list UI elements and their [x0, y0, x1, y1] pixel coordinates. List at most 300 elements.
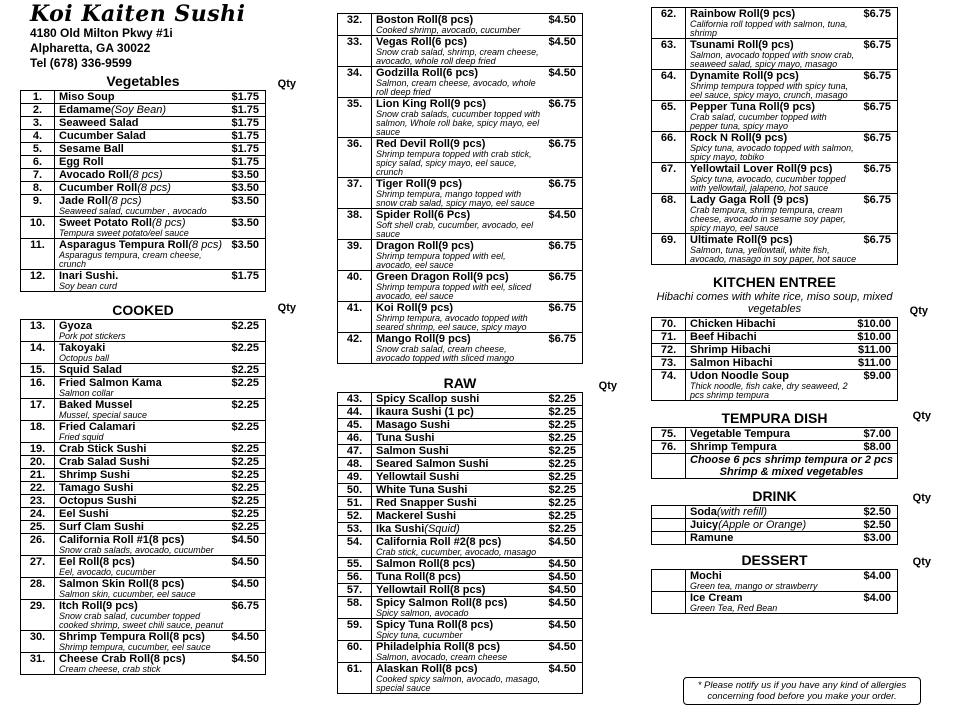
item-name: Ika Sushi	[376, 523, 425, 535]
item-price: $2.25	[231, 482, 259, 494]
item-cell	[372, 523, 583, 536]
item-cell	[686, 441, 898, 454]
menu-item-row	[652, 506, 898, 519]
item-description: Tempura sweet potato/eel sauce	[59, 228, 189, 238]
item-price: $2.25	[548, 523, 576, 535]
item-name: Boston Roll(8 pcs)	[376, 14, 474, 26]
menu-item-row	[21, 421, 266, 443]
item-cell	[372, 67, 583, 98]
menu-item-row	[21, 399, 266, 421]
item-price: $10.00	[857, 331, 891, 343]
item-cell	[55, 443, 266, 456]
item-price: $4.00	[863, 570, 891, 582]
allergy-notice: * Please notify us if you have any kind of allergies concerning food before you make your order.	[683, 677, 921, 705]
item-number: 72.	[652, 344, 686, 357]
item-price: $4.50	[548, 663, 576, 675]
drink-table	[651, 505, 898, 545]
item-name: Salmon Sushi	[376, 445, 449, 457]
item-cell	[686, 370, 898, 401]
item-cell	[372, 98, 583, 138]
item-number: 33.	[338, 36, 372, 67]
item-description: Shrimp tempura topped with eel, avocado, eel sauce	[376, 251, 506, 270]
item-price: $8.00	[863, 441, 891, 453]
item-price: $1.75	[231, 91, 259, 103]
item-number: 66.	[652, 132, 686, 163]
item-name: Juicy	[690, 519, 719, 531]
item-cell	[55, 364, 266, 377]
item-cell	[372, 445, 583, 458]
item-cell	[686, 234, 898, 265]
item-name: Lion King Roll(9 pcs)	[376, 98, 486, 110]
item-price: $6.75	[863, 132, 891, 144]
item-cell	[372, 432, 583, 445]
item-number: 15.	[21, 364, 55, 377]
menu-item-row	[338, 497, 583, 510]
menu-item-row	[21, 469, 266, 482]
item-description: Crab salad, cucumber topped with pepper tuna, spicy mayo	[690, 112, 827, 131]
menu-item-row	[21, 320, 266, 342]
item-cell	[372, 178, 583, 209]
item-price: $4.50	[231, 653, 259, 665]
item-number: 32.	[338, 14, 372, 36]
item-number: 56.	[338, 571, 372, 584]
qty-label: Qty	[912, 410, 931, 422]
item-cell	[372, 663, 583, 694]
item-name: Salmon Skin Roll(8 pcs)	[59, 578, 185, 590]
menu-item-row	[652, 344, 898, 357]
item-number: 20.	[21, 456, 55, 469]
item-price: $4.50	[548, 536, 576, 548]
menu-item-row	[21, 169, 266, 182]
item-cell	[686, 357, 898, 370]
item-price: $4.50	[548, 67, 576, 79]
item-cell	[372, 458, 583, 471]
item-price: $4.50	[548, 209, 576, 221]
menu-item-row	[21, 182, 266, 195]
item-cell	[55, 239, 266, 270]
item-price: $3.50	[231, 195, 259, 207]
item-number: 34.	[338, 67, 372, 98]
menu-item-row	[338, 536, 583, 558]
item-name: Sweet Potato Roll	[59, 217, 152, 229]
menu-item-row	[21, 456, 266, 469]
item-name: California Roll #1(8 pcs)	[59, 534, 185, 546]
item-number: 9.	[21, 195, 55, 217]
item-number-blank	[652, 519, 686, 532]
item-number: 73.	[652, 357, 686, 370]
item-name: Shrimp Tempura Roll(8 pcs)	[59, 631, 205, 643]
menu-item-row	[21, 195, 266, 217]
menu-item-row	[338, 36, 583, 67]
item-number-blank	[652, 592, 686, 614]
item-cell	[372, 536, 583, 558]
item-cell	[55, 534, 266, 556]
menu-item-row	[338, 393, 583, 406]
item-portion: (8 pcs)	[137, 182, 171, 194]
item-cell	[686, 592, 898, 614]
item-cell	[686, 532, 898, 545]
item-price: $4.50	[231, 534, 259, 546]
item-name: Asparagus Tempura Roll	[59, 239, 189, 251]
item-cell	[55, 195, 266, 217]
item-price: $7.00	[863, 428, 891, 440]
item-price: $6.75	[548, 178, 576, 190]
item-price: $2.25	[548, 484, 576, 496]
item-name: Inari Sushi.	[59, 270, 119, 282]
item-cell	[686, 70, 898, 101]
item-name: Spicy Salmon Roll(8 pcs)	[376, 597, 508, 609]
menu-column-2	[337, 0, 617, 694]
item-description: Seaweed salad, cucumber , avocado	[59, 206, 207, 216]
item-description: Cooked shrimp, avocado, cucumber	[376, 25, 521, 35]
item-cell	[686, 428, 898, 441]
cooked-table	[20, 319, 266, 675]
menu-item-row	[338, 178, 583, 209]
item-cell	[372, 302, 583, 333]
item-price: $1.75	[231, 156, 259, 168]
item-cell	[372, 271, 583, 302]
item-number: 30.	[21, 631, 55, 653]
item-name: Baked Mussel	[59, 399, 133, 411]
item-price: $2.25	[231, 377, 259, 389]
item-cell	[55, 117, 266, 130]
menu-item-row	[21, 508, 266, 521]
item-description: Cooked spicy salmon, avocado, masago, special sauce	[376, 674, 541, 693]
menu-item-row	[652, 132, 898, 163]
menu-item-row	[652, 70, 898, 101]
restaurant-name: Koi Kaiten Sushi	[30, 1, 246, 27]
item-name: Tsunami Roll(9 pcs)	[690, 39, 794, 51]
qty-label: Qty	[909, 305, 928, 317]
menu-item-row	[652, 370, 898, 401]
item-name: California Roll #2(8 pcs)	[376, 536, 502, 548]
item-price: $3.00	[863, 532, 891, 544]
section-title-raw: RAW Qty	[337, 374, 583, 392]
item-name: Green Dragon Roll(9 pcs)	[376, 271, 509, 283]
item-cell	[372, 497, 583, 510]
item-name: Seaweed Salad	[59, 117, 139, 129]
menu-item-row	[652, 8, 898, 39]
item-cell	[372, 558, 583, 571]
item-number: 45.	[338, 419, 372, 432]
item-number: 49.	[338, 471, 372, 484]
section-title-dessert: DESSERT Qty	[651, 551, 898, 569]
item-price: $3.50	[231, 217, 259, 229]
item-name: Koi Roll(9 pcs)	[376, 302, 454, 314]
item-description: Soy bean curd	[59, 281, 118, 291]
section-title-cooked: COOKED Qty	[20, 301, 266, 319]
item-cell	[55, 456, 266, 469]
item-price: $2.25	[548, 471, 576, 483]
item-name: Tuna Roll(8 pcs)	[376, 571, 461, 583]
item-cell	[686, 39, 898, 70]
item-price: $6.75	[863, 234, 891, 246]
item-number: 2.	[21, 104, 55, 117]
phone-number: Tel (678) 336-9599	[30, 56, 132, 70]
item-cell	[686, 331, 898, 344]
item-name: Ice Cream	[690, 592, 743, 604]
item-cell	[686, 8, 898, 39]
item-description: Snow crab salad, shrimp, cream cheese, avocado, whole roll deep fried	[376, 47, 539, 66]
item-price: $4.50	[231, 556, 259, 568]
item-number: 22.	[21, 482, 55, 495]
item-number: 62.	[652, 8, 686, 39]
item-number: 75.	[652, 428, 686, 441]
item-description: Crab tempura, shrimp tempura, cream cheese, avocado in sesame soy paper, spicy mayo, eel sauce	[690, 205, 846, 233]
item-name: Jade Roll	[59, 195, 108, 207]
item-name: Salmon Hibachi	[690, 357, 773, 369]
item-name: Spicy Tuna Roll(8 pcs)	[376, 619, 494, 631]
menu-item-row	[21, 104, 266, 117]
item-cell	[372, 510, 583, 523]
dessert-table	[651, 569, 898, 614]
tempura-note: Choose 6 pcs shrimp tempura or 2 pcs Shrimp & mixed vegetables	[686, 454, 898, 479]
menu-item-row	[652, 234, 898, 265]
item-description: Spicy salmon, avocado	[376, 608, 469, 618]
menu-item-row	[652, 194, 898, 234]
item-description: Mussel, special sauce	[59, 410, 148, 420]
item-price: $6.75	[863, 70, 891, 82]
menu-item-row	[338, 67, 583, 98]
menu-item-row	[652, 532, 898, 545]
menu-item-row	[338, 597, 583, 619]
item-number: 29.	[21, 600, 55, 631]
item-price: $6.75	[548, 271, 576, 283]
item-price: $2.25	[231, 342, 259, 354]
item-portion: (Apple or Orange)	[718, 519, 807, 531]
menu-item-row	[652, 428, 898, 441]
item-number: 36.	[338, 138, 372, 178]
item-cell	[372, 240, 583, 271]
item-name: Vegetable Tempura	[690, 428, 791, 440]
menu-column-3	[651, 0, 931, 614]
item-price: $4.50	[548, 584, 576, 596]
item-name: Itch Roll(9 pcs)	[59, 600, 138, 612]
item-price: $2.25	[231, 443, 259, 455]
item-description: Pork pot stickers	[59, 331, 126, 341]
item-price: $1.75	[231, 270, 259, 282]
item-name: Tamago Sushi	[59, 482, 134, 494]
item-name: Gyoza	[59, 320, 93, 332]
address-line-2: Alpharetta, GA 30022	[30, 41, 151, 55]
item-name: Mango Roll(9 pcs)	[376, 333, 471, 345]
menu-item-row	[338, 333, 583, 364]
item-cell	[55, 600, 266, 631]
address-line-1: 4180 Old Milton Pkwy #1i	[30, 26, 173, 40]
item-number: 64.	[652, 70, 686, 101]
section-title-tempura: TEMPURA DISH Qty	[651, 409, 898, 427]
item-price: $2.25	[548, 406, 576, 418]
item-price: $2.25	[231, 469, 259, 481]
item-cell	[372, 597, 583, 619]
item-description: Cream cheese, crab stick	[59, 664, 161, 674]
item-name: Spider Roll(6 Pcs)	[376, 209, 471, 221]
menu-item-row	[21, 143, 266, 156]
item-number: 57.	[338, 584, 372, 597]
item-cell	[55, 578, 266, 600]
item-name: Edamame	[59, 104, 111, 116]
item-description: Green tea, mango or strawberry	[690, 581, 818, 591]
item-name: Tuna Sushi	[376, 432, 435, 444]
item-number: 76.	[652, 441, 686, 454]
item-cell	[55, 156, 266, 169]
item-price: $2.25	[548, 419, 576, 431]
menu-item-row	[21, 91, 266, 104]
item-description: Spicy tuna, cucumber	[376, 630, 463, 640]
item-price: $2.25	[548, 393, 576, 405]
item-number: 23.	[21, 495, 55, 508]
item-cell	[55, 130, 266, 143]
item-number: 53.	[338, 523, 372, 536]
menu-item-row	[21, 364, 266, 377]
item-price: $4.50	[231, 578, 259, 590]
item-number-blank	[652, 532, 686, 545]
item-cell	[686, 163, 898, 194]
item-cell	[686, 194, 898, 234]
item-description: Crab stick, cucumber, avocado, masago	[376, 547, 537, 557]
menu-item-row	[338, 406, 583, 419]
item-number: 28.	[21, 578, 55, 600]
item-number: 35.	[338, 98, 372, 138]
qty-label: Qty	[912, 556, 931, 568]
item-price: $1.75	[231, 117, 259, 129]
menu-item-row	[21, 556, 266, 578]
item-cell	[55, 182, 266, 195]
item-price: $2.25	[548, 432, 576, 444]
item-description: Green Tea, Red Bean	[690, 603, 778, 613]
menu-item-row	[21, 239, 266, 270]
item-description: Eel, avocado, cucumber	[59, 567, 156, 577]
item-number: 58.	[338, 597, 372, 619]
menu-item-row	[652, 318, 898, 331]
hibachi-note: Hibachi comes with white rice, miso soup, mixed vegetables Qty	[656, 291, 928, 317]
item-number: 31.	[21, 653, 55, 675]
item-name: Ikaura Sushi (1 pc)	[376, 406, 474, 418]
item-price: $2.25	[548, 510, 576, 522]
menu-item-row	[338, 458, 583, 471]
item-name: Ramune	[690, 532, 734, 544]
item-number: 1.	[21, 91, 55, 104]
item-cell	[55, 169, 266, 182]
item-name: Masago Sushi	[376, 419, 450, 431]
item-number: 63.	[652, 39, 686, 70]
menu-item-row	[338, 584, 583, 597]
item-number: 44.	[338, 406, 372, 419]
item-price: $2.25	[548, 497, 576, 509]
item-cell	[55, 143, 266, 156]
item-portion: (with refill)	[716, 506, 768, 518]
item-description: Salmon, avocado, cream cheese	[376, 652, 508, 662]
item-name: Eel Sushi	[59, 508, 109, 520]
item-price: $4.50	[231, 631, 259, 643]
item-number: 17.	[21, 399, 55, 421]
item-cell	[372, 419, 583, 432]
item-cell	[372, 138, 583, 178]
menu-item-row	[338, 209, 583, 240]
menu-item-row	[21, 270, 266, 292]
item-name: Spicy Scallop sushi	[376, 393, 480, 405]
menu-item-row	[338, 510, 583, 523]
item-number: 55.	[338, 558, 372, 571]
kitchen-table	[651, 317, 898, 401]
item-number: 16.	[21, 377, 55, 399]
menu-item-row	[338, 558, 583, 571]
item-number: 4.	[21, 130, 55, 143]
menu-item-row	[21, 130, 266, 143]
item-price: $2.25	[231, 421, 259, 433]
item-name: Red Snapper Sushi	[376, 497, 477, 509]
menu-item-row	[338, 302, 583, 333]
item-price: $3.50	[231, 182, 259, 194]
tempura-note-row	[652, 454, 898, 479]
menu-item-row	[21, 217, 266, 239]
item-cell	[686, 506, 898, 519]
item-price: $1.75	[231, 143, 259, 155]
item-name: Chicken Hibachi	[690, 318, 776, 330]
item-price: $3.50	[231, 239, 259, 251]
item-price: $2.25	[548, 458, 576, 470]
item-name: Dragon Roll(9 pcs)	[376, 240, 474, 252]
raw-table	[337, 392, 583, 694]
rolls-table	[337, 13, 583, 364]
qty-label: Qty	[277, 302, 296, 314]
item-name: Crab Salad Sushi	[59, 456, 150, 468]
menu-item-row	[338, 523, 583, 536]
item-description: Fried squid	[59, 432, 104, 442]
menu-item-row	[21, 443, 266, 456]
item-cell	[372, 406, 583, 419]
item-cell	[372, 619, 583, 641]
specials-table	[651, 7, 898, 265]
item-number: 12.	[21, 270, 55, 292]
item-portion: (8 pcs)	[128, 169, 163, 181]
item-name: Soda	[690, 506, 717, 518]
item-cell	[372, 471, 583, 484]
item-name: Cheese Crab Roll(8 pcs)	[59, 653, 186, 665]
item-name: Tiger Roll(9 pcs)	[376, 178, 462, 190]
item-number: 21.	[21, 469, 55, 482]
item-number: 26.	[21, 534, 55, 556]
menu-item-row	[338, 484, 583, 497]
item-description: Snow crab salads, cucumber topped with salmon, Whole roll bake, spicy mayo, eel sauce	[376, 109, 541, 137]
item-cell	[55, 556, 266, 578]
item-description: Octopus ball	[59, 353, 110, 363]
item-cell	[55, 482, 266, 495]
item-name: Eel Roll(8 pcs)	[59, 556, 135, 568]
item-number-blank	[652, 454, 686, 479]
menu-item-row	[338, 419, 583, 432]
menu-item-row	[338, 138, 583, 178]
item-description: Snow crab salad, cucumber topped cooked shrimp, sweet chili sauce, peanut	[59, 611, 224, 630]
item-price: $6.75	[863, 101, 891, 113]
item-portion: (Soy Bean)	[110, 104, 167, 116]
menu-item-row	[338, 271, 583, 302]
item-number: 43.	[338, 393, 372, 406]
item-number: 60.	[338, 641, 372, 663]
item-price: $1.75	[231, 104, 259, 116]
item-cell	[55, 469, 266, 482]
item-price: $6.75	[548, 98, 576, 110]
item-price: $6.75	[863, 8, 891, 20]
item-number: 65.	[652, 101, 686, 132]
item-cell	[686, 318, 898, 331]
menu-item-row	[338, 240, 583, 271]
item-price: $2.25	[231, 495, 259, 507]
menu-item-row	[21, 578, 266, 600]
item-number: 19.	[21, 443, 55, 456]
item-name: Fried Salmon Kama	[59, 377, 162, 389]
item-price: $2.25	[231, 320, 259, 332]
